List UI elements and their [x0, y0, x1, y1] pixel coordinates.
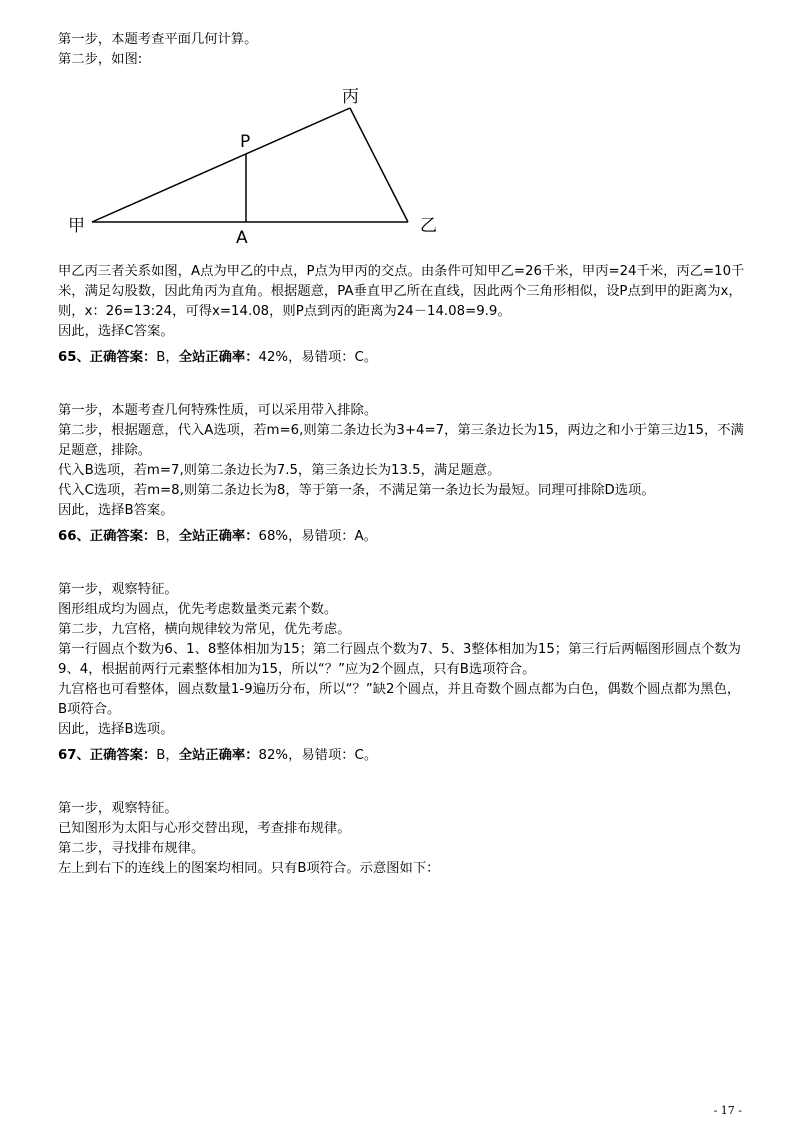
label-jia: 甲 — [68, 216, 85, 236]
label-p: P — [240, 132, 251, 152]
label-yi: 乙 — [420, 216, 437, 236]
section-gap — [58, 368, 748, 401]
q67-observation: 已知图形为太阳与心形交替出现，考查排布规律。 — [58, 821, 351, 836]
q66-step1: 第一步，观察特征。 — [58, 582, 178, 597]
page-number: - 17 - — [713, 1104, 742, 1117]
q65-step1: 第一步，本题考查几何特殊性质，可以采用带入排除。 — [58, 403, 378, 418]
side-jia-bing — [92, 108, 350, 222]
q65-option-c: 代入C选项，若m=8,则第二条边长为8，等于第一条，不满足第一条边长为最短。同理可排除D选项。 — [58, 483, 655, 498]
q65-option-b: 代入B选项，若m=7,则第二条边长为7.5，第三条边长为13.5，满足题意。 — [58, 463, 501, 478]
q66-conclusion: 因此，选择B选项。 — [58, 722, 174, 737]
answer-66: 66、正确答案：B，全站正确率：68%，易错项：A。 — [58, 529, 377, 544]
q64-explanation: 甲乙丙三者关系如图，A点为甲乙的中点，P点为甲丙的交点。由条件可知甲乙=26千米，甲丙=24千米，丙乙=10千米，满足勾股数，因此角丙为直角。根据题意，PA垂直甲乙所在直线，因此两个三角形相似，设P点到甲的距离为x，则，x：26=13:24，可得x=14.08，则P点到丙的距离为24－14.08=9.9。 — [58, 264, 745, 319]
q64-conclusion: 因此，选择C答案。 — [58, 324, 174, 339]
q66-observation: 图形组成均为圆点，优先考虑数量类元素个数。 — [58, 602, 338, 617]
q67-step1: 第一步，观察特征。 — [58, 801, 178, 816]
q67-step2: 第二步，寻找排布规律。 — [58, 841, 205, 856]
q64-step1: 第一步，本题考查平面几何计算。 — [58, 32, 258, 47]
answer-65: 65、正确答案：B，全站正确率：42%，易错项：C。 — [58, 350, 378, 365]
triangle-figure — [58, 78, 458, 253]
side-bing-yi — [350, 108, 408, 222]
triangle-diagram — [58, 78, 458, 253]
label-a: A — [236, 228, 248, 248]
q66-step2: 第二步，九宫格，横向规律较为常见，优先考虑。 — [58, 622, 351, 637]
q65-step2: 第二步，根据题意，代入A选项，若m=6,则第二条边长为3+4=7，第三条边长为15，两边之和小于第三边15，不满足题意，排除。 — [58, 423, 744, 458]
label-bing: 丙 — [342, 87, 359, 107]
q66-whole: 九宫格也可看整体，圆点数量1-9遍历分布，所以“？”缺2个圆点，并且奇数个圆点都为白色，偶数个圆点都为黑色，B项符合。 — [58, 682, 741, 717]
answer-67: 67、正确答案：B，全站正确率：82%，易错项：C。 — [58, 748, 378, 763]
q66-rows: 第一行圆点个数为6、1、8整体相加为15；第二行圆点个数为7、5、3整体相加为15；第三行后两幅图形圆点个数为9、4，根据前两行元素整体相加为15，所以“？”应为2个圆点，只有B选项符合。 — [58, 642, 741, 677]
section-gap — [58, 547, 748, 580]
q64-step2: 第二步，如图: — [58, 52, 143, 67]
q65-conclusion: 因此，选择B答案。 — [58, 503, 174, 518]
section-gap — [58, 766, 748, 799]
q67-rule: 左上到右下的连线上的图案均相同。只有B项符合。示意图如下： — [58, 861, 440, 876]
